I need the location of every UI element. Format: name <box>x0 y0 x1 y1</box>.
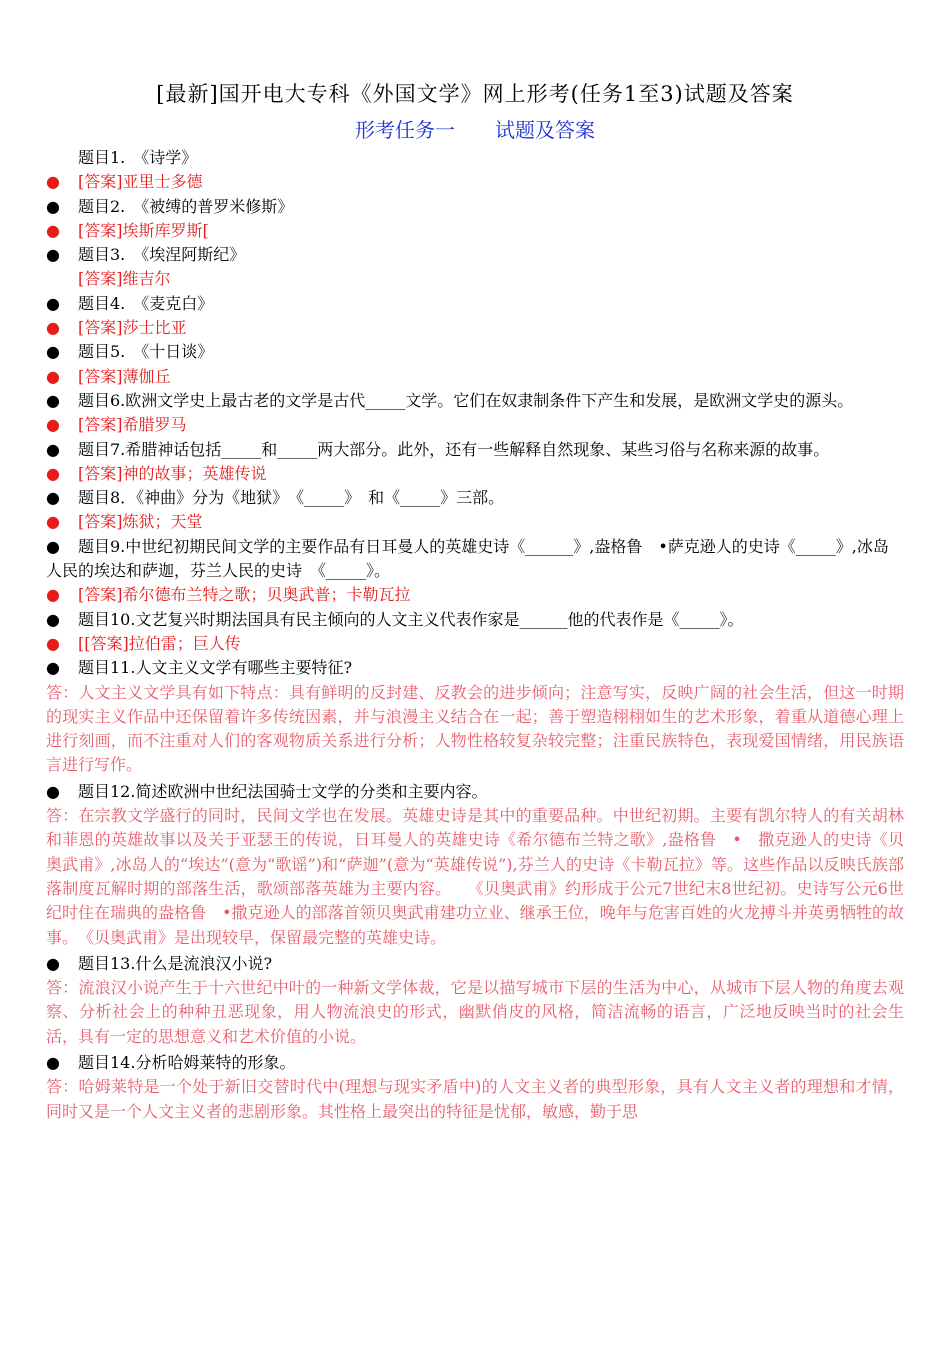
bullet-icon: ● <box>46 463 60 483</box>
bullet-icon: ● <box>46 318 60 338</box>
question-line <box>46 486 904 510</box>
line-text: 题目4. 《麦克白》 <box>78 293 214 313</box>
line-text: 题目5. 《十日谈》 <box>78 342 214 362</box>
line-text: 题目11.人文主义文学有哪些主要特征? <box>78 658 353 678</box>
line-text: [答案]希腊罗马 <box>78 415 187 435</box>
line-text: [[答案]拉伯雷；巨人传 <box>78 633 241 653</box>
bullet-icon: ● <box>46 342 60 362</box>
bullet-icon: ● <box>46 633 60 653</box>
line-text: 题目14.分析哈姆莱特的形象。 <box>78 1052 296 1072</box>
line-text: 题目7.希腊神话包括_____和_____两大部分。此外，还有一些解释自然现象、某些习俗与名称来源的故事。 <box>78 439 830 459</box>
line-text: 题目6.欧洲文学史上最古老的文学是古代_____文学。它们在奴隶制条件下产生和发展，是欧洲文学史的源头。 <box>78 390 854 410</box>
bullet-icon: ● <box>46 220 60 240</box>
question-line <box>46 243 904 267</box>
answer-paragraph <box>46 681 904 778</box>
line-text: [答案]希尔德布兰特之歌；贝奥武普；卡勒瓦拉 <box>78 585 411 605</box>
bullet-icon: ● <box>46 390 60 410</box>
answer-line <box>46 510 904 534</box>
question-line <box>46 438 904 462</box>
bullet-icon: ● <box>46 781 60 801</box>
line-text: 答：哈姆莱特是一个处于新旧交替时代中(理想与现实矛盾中)的人文主义者的典型形象，具有人文主义者的理想和才情，同时又是一个人文主义者的悲剧形象。其性格上最突出的特征是忧郁，敏感，勤于思 <box>46 1077 904 1121</box>
line-text: [答案]薄伽丘 <box>78 366 171 386</box>
bullet-icon: ● <box>46 488 60 508</box>
bullet-icon: ● <box>46 585 60 605</box>
question-line <box>46 292 904 316</box>
line-text: [答案]莎士比亚 <box>78 318 187 338</box>
answer-line <box>46 267 904 291</box>
answer-line <box>46 583 904 607</box>
line-text: [答案]炼狱；天堂 <box>78 512 203 532</box>
document-body <box>46 146 904 1124</box>
answer-line <box>46 462 904 486</box>
answer-line <box>46 219 904 243</box>
line-text: 题目10.文艺复兴时期法国具有民主倾向的人文主义代表作家是______他的代表作是《_____》。 <box>78 609 744 629</box>
answer-paragraph <box>46 804 904 950</box>
question-line <box>46 535 904 584</box>
document-title: [最新]国开电大专科《外国文学》网上形考(任务1至3)试题及答案 <box>156 82 794 106</box>
answer-line <box>46 365 904 389</box>
question-line <box>46 1051 904 1075</box>
bullet-icon: ● <box>46 512 60 532</box>
question-line <box>46 780 904 804</box>
bullet-icon: ● <box>46 366 60 386</box>
line-text: 题目12.简述欧洲中世纪法国骑士文学的分类和主要内容。 <box>78 781 488 801</box>
question-line <box>46 952 904 976</box>
bullet-icon: ● <box>46 196 60 216</box>
line-text: [答案]维吉尔 <box>78 269 171 289</box>
bullet-icon: ● <box>46 658 60 678</box>
line-text: 题目8．《神曲》分为《地狱》 《_____》 和《_____》三部。 <box>78 488 505 508</box>
bullet-icon: ● <box>46 245 60 265</box>
answer-paragraph <box>46 1075 904 1124</box>
line-text: 题目2. 《被缚的普罗米修斯》 <box>78 196 294 216</box>
bullet-icon: ● <box>46 609 60 629</box>
section-subtitle: 形考任务一 试题及答案 <box>355 118 595 142</box>
bullet-icon: ● <box>46 953 60 973</box>
bullet-icon: ● <box>46 415 60 435</box>
question-line <box>46 340 904 364</box>
answer-line <box>46 316 904 340</box>
line-text: 题目1. 《诗学》 <box>78 148 198 167</box>
bullet-icon: ● <box>46 293 60 313</box>
line-text: [答案]神的故事；英雄传说 <box>78 463 267 483</box>
line-text: [答案]亚里士多德 <box>78 172 203 192</box>
line-text: 答：人文主义文学具有如下特点：具有鲜明的反封建、反教会的进步倾向；注意写实，反映广阔的社会生活，但这一时期的现实主义作品中还保留着许多传统因素，并与浪漫主义结合在一起；善于塑造栩栩如生的艺术形象，着重从道德心理上进行刻画，而不注重对人们的客观物质关系进行分析；人物性格较复杂较完整；注重民族特色，表现爱国情绪，用民族语言进行写作。 <box>46 682 904 775</box>
line-text: 答：在宗教文学盛行的同时，民间文学也在发展。英雄史诗是其中的重要品种。中世纪初期。主要有凯尔特人的有关胡林和菲恩的英雄故事以及关于亚瑟王的传说，日耳曼人的英雄史诗《希尔德布兰特之歌》,盎格鲁 • 撒克逊人的史诗《贝奥武甫》,冰岛人的“埃达”(意为“歌谣”)和“萨迦”(意为“英雄传说”),芬兰人的史诗《卡勒瓦拉》等。这些作品以反映氏族部落制度瓦解时期的部落生活，歌颂部落英雄为主要内容。 《贝奥武甫》约形成于公元7世纪末8世纪初。史诗写公元6世纪时住在瑞典的盎格鲁 •撒克逊人的部落首领贝奥武甫建功立业、继承王位，晚年与危害百姓的火龙搏斗并英勇牺牲的故事。 《贝奥武甫》是出现较早，保留最完整的英雄史诗。 <box>46 806 904 947</box>
question-line <box>46 195 904 219</box>
bullet-icon: ● <box>46 172 60 192</box>
answer-paragraph <box>46 976 904 1049</box>
question-line <box>46 389 904 413</box>
answer-line <box>46 632 904 656</box>
bullet-icon: ● <box>46 439 60 459</box>
answer-line <box>46 413 904 437</box>
question-line <box>46 608 904 632</box>
line-text: 题目9.中世纪初期民间文学的主要作品有日耳曼人的英雄史诗《______》,盎格鲁 •萨克逊人的史诗《_____》,冰岛人民的埃达和萨迦，芬兰人民的史诗 《_____》。 <box>46 536 889 581</box>
line-text: [答案]埃斯库罗斯[ <box>78 220 209 240</box>
question-line <box>46 656 904 680</box>
line-text: 题目13.什么是流浪汉小说? <box>78 953 273 973</box>
question-line <box>46 146 904 170</box>
line-text: 答：流浪汉小说产生于十六世纪中叶的一种新文学体裁，它是以描写城市下层的生活为中心，从城市下层人物的角度去观察、分析社会上的种种丑恶现象，用人物流浪史的形式，幽默俏皮的风格，简洁流畅的语言，广泛地反映当时的社会生活，具有一定的思想意义和艺术价值的小说。 <box>46 978 904 1046</box>
bullet-icon: ● <box>46 536 60 556</box>
line-text: 题目3. 《埃涅阿斯纪》 <box>78 245 246 265</box>
bullet-icon: ● <box>46 1052 60 1072</box>
answer-line <box>46 170 904 194</box>
